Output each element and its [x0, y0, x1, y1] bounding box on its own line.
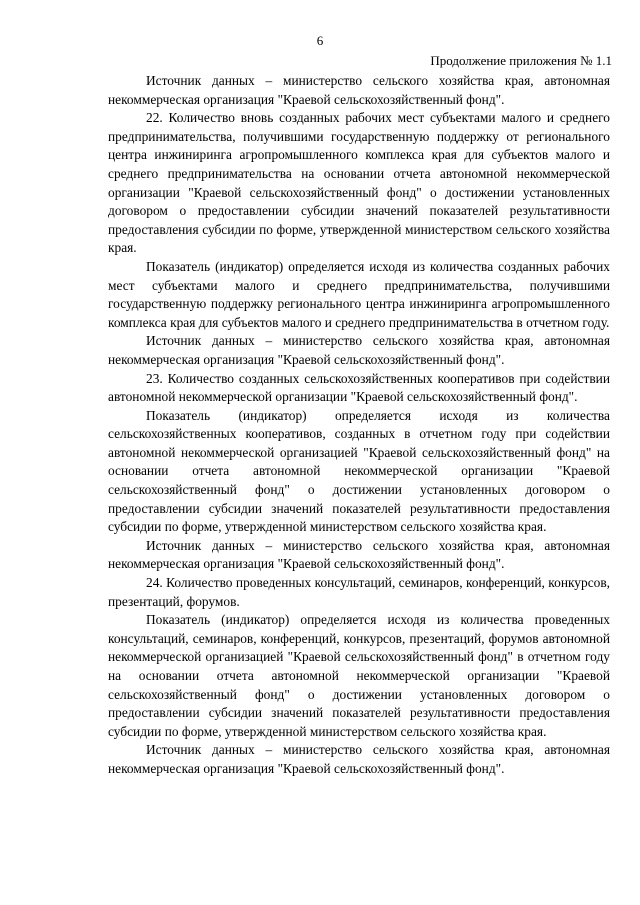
- paragraph-calculation-24: Показатель (индикатор) определяется исходя из количества проведенных консультаций, семинаров, конференций, конкурсов, презентаций, форумов автономной некоммерческой организацией "Краевой сельскохозяйственный фонд" в отчетном году на основании отчета автономной некоммерческой организации "Краевой сельскохозяйственный фонд" о достижении установленных договором о предоставлении субсидии значений показателей результативности предоставления субсидии по форме, утвержденной министерством сельского хозяйства края.: [108, 612, 610, 739]
- paragraph-indicator-23: 23. Количество созданных сельскохозяйственных кооперативов при содействии автономной некоммерческой организации "Краевой сельскохозяйственный фонд".: [108, 370, 610, 405]
- paragraph-indicator-24: 24. Количество проведенных консультаций, семинаров, конференций, конкурсов, презентаций, форумов.: [108, 575, 610, 609]
- appendix-header: Продолжение приложения № 1.1: [430, 53, 612, 68]
- paragraph-source-22: Источник данных – министерство сельского хозяйства края, автономная некоммерческая организация "Краевой сельскохозяйственный фонд".: [108, 333, 610, 367]
- paragraph-indicator-22: 22. Количество вновь созданных рабочих мест субъектами малого и среднего предпринимательства, получившими государственную поддержку от регионального центра инжиниринга агропромышленного комплекса края для субъектов малого и среднего предпринимательства на основании отчета автономной некоммерческой организации "Краевой сельскохозяйственный фонд" о достижении установленных договором о предоставлении субсидии значений показателей результативности предоставления субсидии по форме, утвержденной министерством сельского хозяйства края.: [108, 110, 610, 256]
- page-number: 6: [316, 33, 324, 48]
- document-body: [108, 72, 610, 779]
- paragraph-source-24: Источник данных – министерство сельского хозяйства края, автономная некоммерческая организация "Краевой сельскохозяйственный фонд".: [108, 742, 610, 776]
- paragraph-source-1: Источник данных – министерство сельского хозяйства края, автономная некоммерческая организация "Краевой сельскохозяйственный фонд".: [108, 73, 610, 107]
- paragraph-calculation-23: Показатель (индикатор) определяется исходя из количества сельскохозяйственных кооперативов, созданных в отчетном году при содействии автономной некоммерческой организацией "Краевой сельскохозяйственный фонд" на основании отчета автономной некоммерческой организации "Краевой сельскохозяйственный фонд" о достижении установленных договором о предоставлении субсидии значений показателей результативности предоставления субсидии по форме, утвержденной министерством сельского хозяйства края.: [108, 407, 610, 535]
- paragraph-calculation-22: Показатель (индикатор) определяется исходя из количества созданных рабочих мест субъектами малого и среднего предпринимательства, получившими государственную поддержку регионального центра инжиниринга агропромышленного комплекса края для субъектов малого и среднего предпринимательства в отчетном году.: [108, 258, 610, 330]
- paragraph-source-23: Источник данных – министерство сельского хозяйства края, автономная некоммерческая организация "Краевой сельскохозяйственный фонд".: [108, 537, 610, 572]
